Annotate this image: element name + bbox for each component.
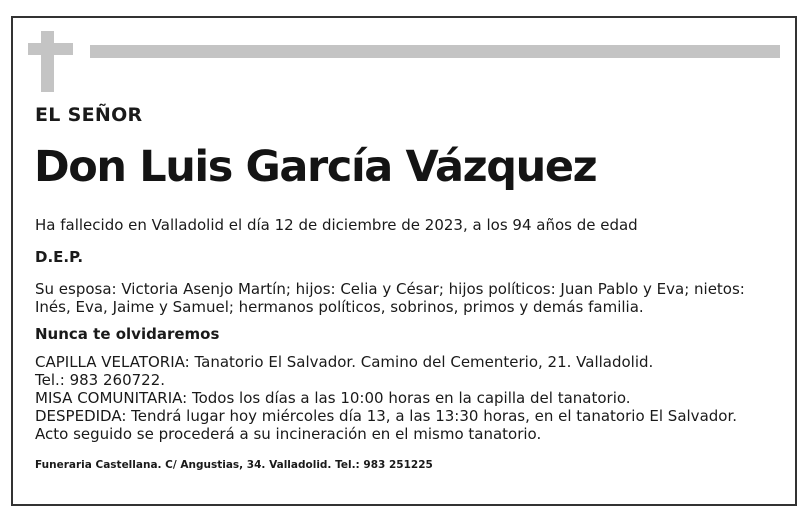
cross-vertical-bar — [41, 31, 54, 92]
info-line-mass: MISA COMUNITARIA: Todos los días a las 10:00 horas en la capilla del tanatorio. — [35, 389, 631, 407]
death-notice: Ha fallecido en Valladolid el día 12 de diciembre de 2023, a los 94 años de edad — [35, 216, 638, 234]
family-line: Su esposa: Victoria Asenjo Martín; hijos: Celia y César; hijos políticos: Juan Pablo y Eva; nietos: — [35, 280, 745, 298]
deceased-name: Don Luis García Vázquez — [34, 142, 597, 192]
info-line-phone: Tel.: 983 260722. — [35, 371, 166, 389]
info-line-cremation: Acto seguido se procederá a su incineración en el mismo tanatorio. — [35, 425, 542, 443]
motto: Nunca te olvidaremos — [35, 325, 220, 343]
honorific-prefix: EL SEÑOR — [35, 104, 143, 126]
family-line: Inés, Eva, Jaime y Samuel; hermanos políticos, sobrinos, primos y demás familia. — [35, 298, 644, 316]
info-line-chapel: CAPILLA VELATORIA: Tanatorio El Salvador. Camino del Cementerio, 21. Valladolid. — [35, 353, 654, 371]
service-info — [35, 353, 737, 443]
funeral-home-footer: Funeraria Castellana. C/ Angustias, 34. Valladolid. Tel.: 983 251225 — [35, 459, 433, 471]
cross-horizontal-bar — [28, 43, 73, 55]
dep-label: D.E.P. — [35, 248, 84, 266]
info-line-farewell: DESPEDIDA: Tendrá lugar hoy miércoles día 13, a las 13:30 horas, en el tanatorio El Salvador. — [35, 407, 738, 425]
header-rule — [90, 45, 780, 58]
